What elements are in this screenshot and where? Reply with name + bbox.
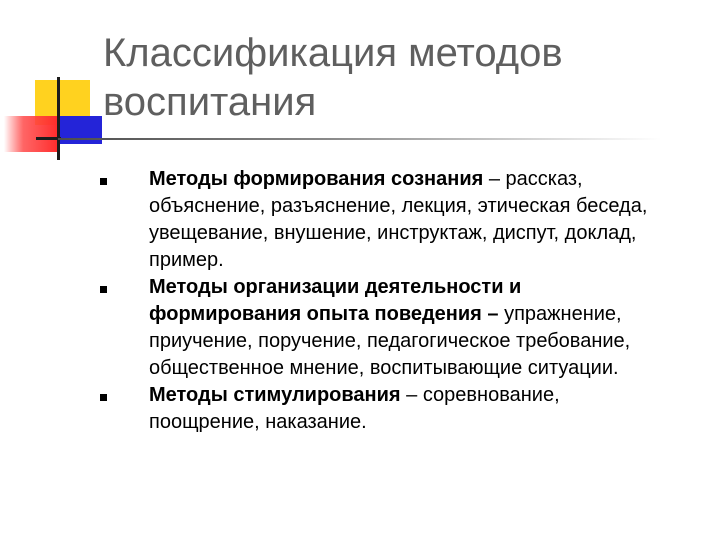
bullet-item-activity-methods [0, 274, 654, 382]
bullet-description: – соревнование, поощрение, наказание. [149, 384, 560, 433]
bullet-term: Методы стимулирования [149, 384, 401, 406]
bullet-description: упражнение, приучение, поручение, педагогическое требование, общественное мнение, воспитывающие ситуации. [149, 303, 631, 379]
square-bullet-icon [100, 394, 107, 401]
bullet-description: – рассказ, объяснение, разъяснение, лекция, этическая беседа, увещевание, внушение, инструктаж, диспут, доклад, пример. [149, 168, 648, 271]
bullet-term: Методы организации деятельности и формирования опыта поведения – [149, 276, 522, 325]
slide-title: Классификация методов воспитания [103, 31, 563, 124]
bullet-term: Методы формирования сознания [149, 168, 484, 190]
square-bullet-icon [100, 178, 107, 185]
bullet-list [0, 166, 720, 436]
bullet-item-consciousness-methods [0, 166, 654, 274]
slide-corner-logo [0, 0, 110, 170]
bullet-item-stimulation-methods [0, 382, 654, 436]
logo-vertical-line [57, 77, 60, 160]
square-bullet-icon [100, 286, 107, 293]
logo-red-bar [4, 116, 59, 152]
title-divider [58, 138, 661, 140]
